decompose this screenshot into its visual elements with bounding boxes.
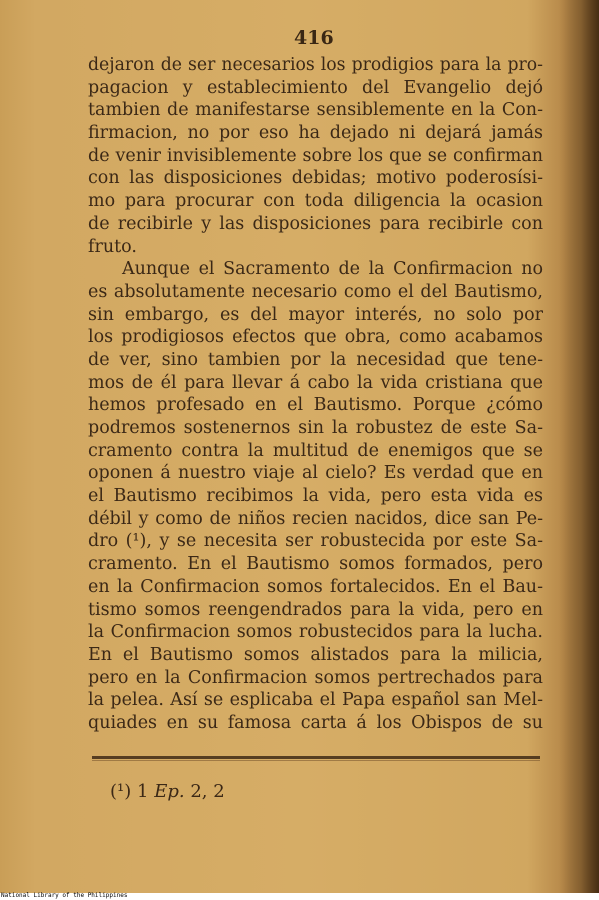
text-line: los prodigiosos efectos que obra, como acabamos bbox=[88, 327, 543, 348]
text-line: pero en la Confirmacion somos pertrechados para bbox=[88, 667, 543, 688]
text-line: pagacion y establecimiento del Evangelio dejó bbox=[88, 77, 543, 98]
paragraph-start-line: Aunque el Sacramento de la Confirmacion no bbox=[122, 259, 543, 280]
text-line: dejaron de ser necesarios los prodigios para la pro- bbox=[88, 55, 543, 75]
footnote-separator-shadow bbox=[92, 760, 540, 761]
text-line: cramento. En el Bautismo somos formados, pero bbox=[88, 554, 543, 575]
text-line: de recibirle y las disposiciones para recibirle con bbox=[88, 213, 543, 234]
text-line: oponen á nuestro viaje al cielo? Es verdad que en bbox=[88, 463, 543, 484]
footnote-number: 1 bbox=[137, 781, 149, 802]
footnote-epistle: Ep. bbox=[154, 781, 185, 802]
text-line: la pelea. Así se esplicaba el Papa español san Mel- bbox=[88, 690, 543, 711]
text-line: tambien de manifestarse sensiblemente en la Con- bbox=[88, 100, 543, 121]
text-line: con las disposiciones debidas; motivo poderosísi- bbox=[88, 168, 543, 189]
text-line: el Bautismo recibimos la vida, pero esta vida es bbox=[88, 486, 543, 507]
library-watermark-label: National Library of the Philippines bbox=[1, 892, 128, 899]
footnote-separator bbox=[92, 756, 540, 759]
page-gutter-shadow bbox=[559, 0, 599, 893]
text-line: es absolutamente necesario como el del Bautismo, bbox=[88, 281, 543, 302]
text-line: hemos profesado en el Bautismo. Porque ¿cómo bbox=[88, 395, 543, 416]
text-line: mos de él para llevar á cabo la vida cristiana que bbox=[88, 372, 543, 393]
text-line: podremos sostenernos sin la robustez de este Sa- bbox=[88, 418, 543, 438]
text-line: en la Confirmacion somos fortalecidos. En el Bau- bbox=[88, 576, 543, 597]
text-line: de ver, sino tambien por la necesidad que tene- bbox=[88, 349, 543, 370]
footnote-reference: 2, 2 bbox=[190, 781, 225, 802]
text-line: cramento contra la multitud de enemigos que se bbox=[88, 440, 543, 461]
text-line: sin embargo, es del mayor interés, no solo por bbox=[88, 304, 543, 325]
text-line: mo para procurar con toda diligencia la ocasion bbox=[88, 191, 543, 212]
text-line: En el Bautismo somos alistados para la milicia, bbox=[88, 644, 543, 665]
text-line: quiades en su famosa carta á los Obispos de su bbox=[88, 712, 543, 733]
body-text bbox=[88, 54, 543, 735]
text-line: la Confirmacion somos robustecidos para la lucha. bbox=[88, 622, 543, 643]
text-line: débil y como de niños recien nacidos, dice san Pe- bbox=[88, 508, 543, 529]
text-line: tismo somos reengendrados para la vida, pero en bbox=[88, 599, 543, 620]
text-line: firmacion, no por eso ha dejado ni dejará jamás bbox=[88, 123, 543, 144]
text-line: dro (¹), y se necesita ser robustecida por este Sa- bbox=[88, 531, 543, 552]
page-number: 416 bbox=[294, 27, 334, 49]
footnote-marker: (¹) bbox=[110, 781, 132, 802]
text-line: de venir invisiblemente sobre los que se confirman bbox=[88, 145, 543, 166]
text-line: fruto. bbox=[88, 236, 137, 257]
footnote bbox=[110, 781, 225, 802]
